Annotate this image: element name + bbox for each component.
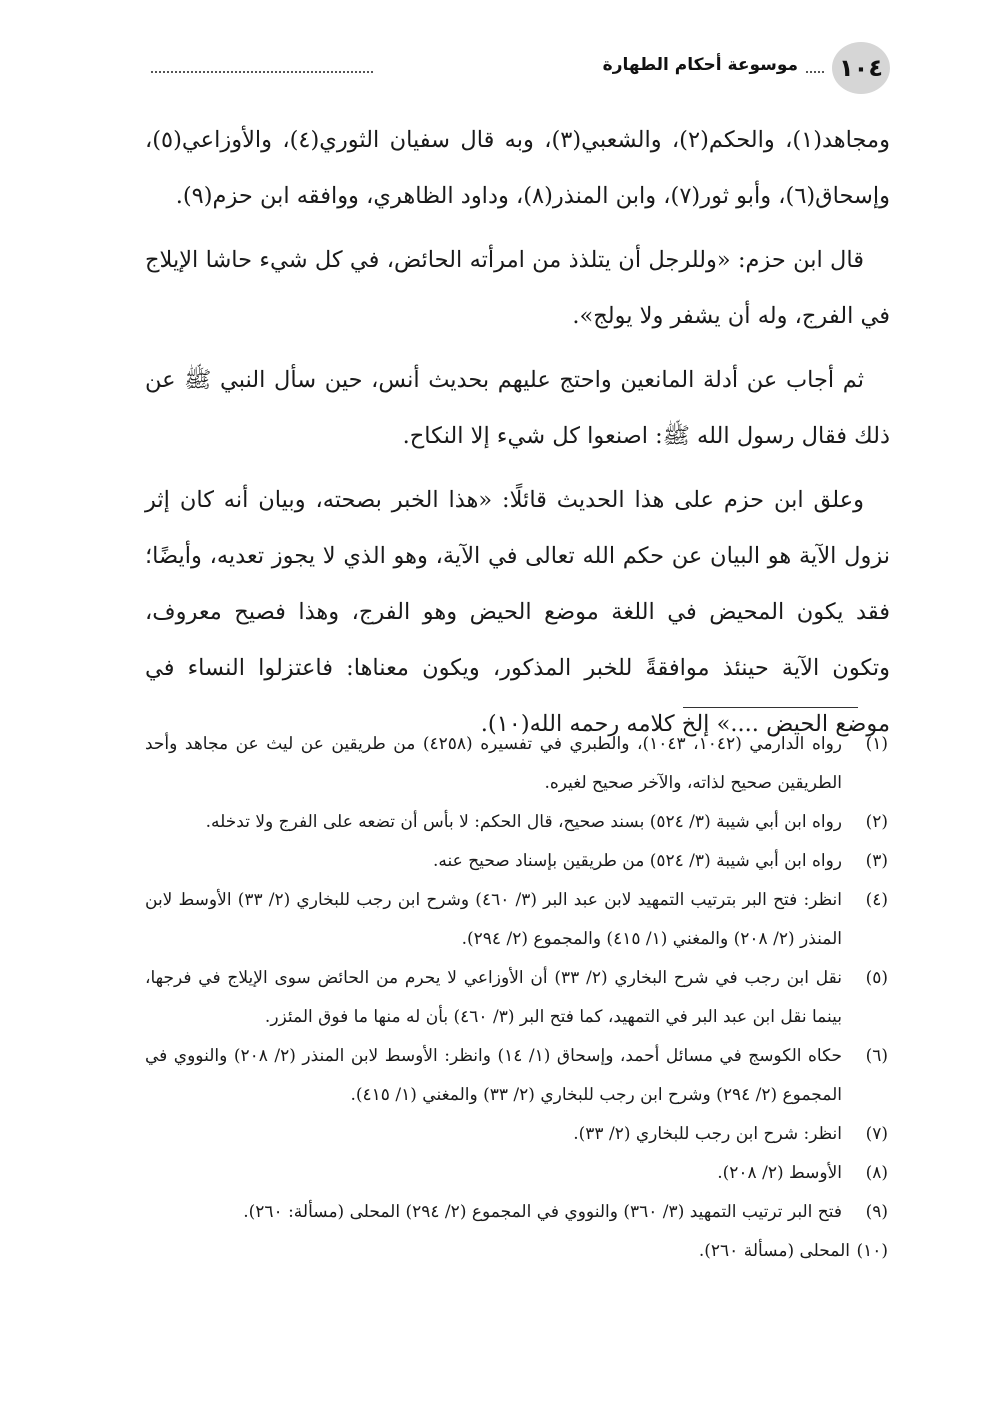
footnote <box>145 1037 890 1115</box>
footnote-number: (٢) <box>865 812 888 832</box>
footnote <box>145 881 890 959</box>
footnote <box>145 842 890 881</box>
footnote-number: (٧) <box>865 1124 888 1144</box>
footnote-number: (٤) <box>865 890 888 910</box>
footnote-text: المحلى (مسألة ٢٦٠). <box>698 1241 850 1261</box>
footnotes <box>145 725 890 1271</box>
footnote-text: نقل ابن رجب في شرح البخاري (٢/ ٣٣) أن الأوزاعي لا يحرم من الحائض سوى الإيلاج في فرجها، بينما نقل ابن عبد البر في التمهيد، كما فتح البر (٣/ ٤٦٠) بأن له منها ما فوق المئزر. <box>145 968 842 1027</box>
footnote-number: (٦) <box>865 1046 888 1066</box>
footnote-text: انظر: شرح ابن رجب للبخاري (٢/ ٣٣). <box>573 1124 842 1144</box>
footnote-text: حكاه الكوسج في مسائل أحمد، وإسحاق (١/ ١٤) وانظر: الأوسط لابن المنذر (٢/ ٢٠٨) والنووي في المجموع (٢/ ٢٩٤) وشرح ابن رجب للبخاري (٢/ ٣٣) والمغني (١/ ٤١٥). <box>145 1046 842 1105</box>
footnote <box>145 725 890 803</box>
paragraph: قال ابن حزم: «وللرجل أن يتلذذ من امرأته الحائض، في كل شيء حاشا الإيلاج في الفرج، وله أن يشفر ولا يولج». <box>145 247 890 329</box>
footnote <box>145 803 890 842</box>
footnote-number: (١) <box>865 734 888 754</box>
footnote <box>145 1115 890 1154</box>
footnote <box>145 1232 890 1271</box>
footnote <box>145 1193 890 1232</box>
paragraph: ثم أجاب عن أدلة المانعين واحتج عليهم بحديث أنس، حين سأل النبي ﷺ عن ذلك فقال رسول الله ﷺ: اصنعوا كل شيء إلا النكاح. <box>145 367 890 449</box>
footnote-number: (١٠) <box>856 1241 888 1261</box>
footnote-text: رواه الدارمي (١٠٤٢، ١٠٤٣)، والطبري في تفسيره (٤٢٥٨) من طريقين عن ليث عن مجاهد وأحد الطريقين صحيح لذاته، والآخر صحيح لغيره. <box>145 734 842 793</box>
footnote-number: (٨) <box>865 1163 888 1183</box>
footnote-separator <box>683 707 858 708</box>
footnote-text: رواه ابن أبي شيبة (٣/ ٥٢٤) بسند صحيح، قال الحكم: لا بأس أن تضعه على الفرج ولا تدخله. <box>205 812 842 832</box>
footnote <box>145 959 890 1037</box>
paragraph: وعلق ابن حزم على هذا الحديث قائلًا: «هذا الخبر بصحته، وبيان أنه كان إثر نزول الآية هو البيان عن حكم الله تعالى في الآية، وهو الذي لا يجوز تعديه، وأيضًا؛ فقد يكون المحيض في اللغة موضع الحيض وهو الفرج، وهذا فصيح معروف، وتكون الآية حينئذ موافقةً للخبر المذكور، ويكون معناها: فاعتزلوا النساء في موضع الحيض ....» إلخ كلامه رحمه الله(١٠). <box>145 487 890 737</box>
footnote-number: (٥) <box>865 968 888 988</box>
footnote <box>145 1154 890 1193</box>
main-text <box>145 112 890 760</box>
running-title: موسوعة أحكام الطهارة <box>602 55 798 75</box>
paragraph: ومجاهد(١)، والحكم(٢)، والشعبي(٣)، وبه قال سفيان الثوري(٤)، والأوزاعي(٥)، وإسحاق(٦)، وأبو ثور(٧)، وابن المنذر(٨)، وداود الظاهري، ووافقه ابن حزم(٩). <box>145 127 890 209</box>
footnote-number: (٣) <box>865 851 888 871</box>
page-header <box>145 42 890 96</box>
footnote-text: رواه ابن أبي شيبة (٣/ ٥٢٤) من طريقين بإسناد صحيح عنه. <box>433 851 842 871</box>
header-dotted-rule <box>151 71 373 73</box>
header-dotted-rule <box>806 71 824 73</box>
footnote-text: الأوسط (٢/ ٢٠٨). <box>717 1163 842 1183</box>
page-number: ١٠٤ <box>832 42 890 94</box>
footnote-text: انظر: فتح البر بترتيب التمهيد لابن عبد البر (٣/ ٤٦٠) وشرح ابن رجب للبخاري (٢/ ٣٣) الأوسط لابن المنذر (٢/ ٢٠٨) والمغني (١/ ٤١٥) والمجموع (٢/ ٢٩٤). <box>145 890 842 949</box>
footnote-text: فتح البر ترتيب التمهيد (٣/ ٣٦٠) والنووي في المجموع (٢/ ٢٩٤) المحلى (مسألة: ٢٦٠). <box>243 1202 842 1222</box>
footnote-number: (٩) <box>865 1202 888 1222</box>
